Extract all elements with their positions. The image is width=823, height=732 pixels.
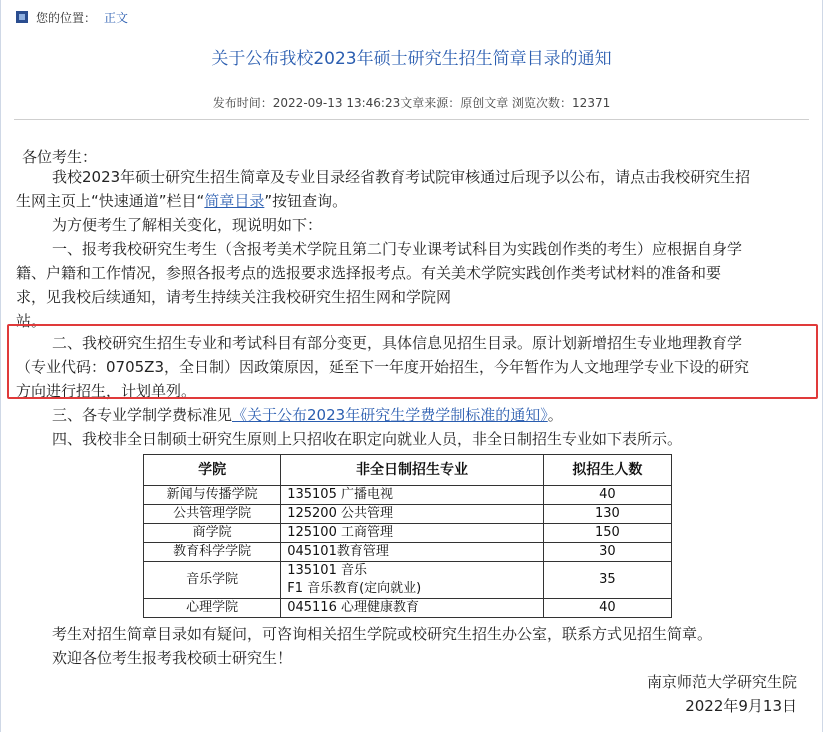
date: 2022年9月13日 [685,697,797,715]
table-cell-college: 新闻与传播学院 [144,486,281,505]
paragraph-3-line-1: 一、报考我校研究生考生（含报考美术学院且第二门专业课考试科目为实践创作类的考生）应根据自身学 [52,240,743,258]
table-cell-count: 30 [543,543,671,562]
divider [14,119,809,120]
table-cell-major: 135105 广播电视 [281,486,544,505]
location-icon [16,11,28,23]
paragraph-1-text-b: ”按钮查询。 [264,192,348,210]
table-cell-major: 125200 公共管理 [281,505,544,524]
breadcrumb [16,9,128,25]
table-header-college: 学院 [144,455,281,486]
table-row [144,505,672,524]
brochure-catalog-link[interactable]: 简章目录 [204,192,265,210]
table-cell-count: 130 [543,505,671,524]
table-header-major: 非全日制招生专业 [281,455,544,486]
table-cell-count: 40 [543,599,671,618]
paragraph-5 [52,403,563,427]
table-cell-count: 40 [543,486,671,505]
table-cell-major: 045101教育管理 [281,543,544,562]
paragraph-5-text-b: 。 [547,406,563,424]
paragraph-8: 欢迎各位考生报考我校硕士研究生！ [52,649,293,667]
paragraph-3-line-4: 站。 [16,312,47,330]
paragraph-7: 考生对招生简章目录如有疑问，可咨询相关招生学院或校研究生招生办公室，联系方式见招生简章。 [52,625,713,643]
table-cell-college: 公共管理学院 [144,505,281,524]
table-row [144,543,672,562]
part-time-majors-table [143,454,672,618]
table-cell-count: 35 [543,562,671,599]
greeting: 各位考生： [22,148,98,166]
paragraph-6: 四、我校非全日制硕士研究生原则上只招收在职定向就业人员，非全日制招生专业如下表所示。 [52,430,683,448]
highlight-box [7,324,818,399]
table-cell-major [281,562,544,599]
breadcrumb-prefix: 您的位置： [36,10,97,25]
paragraph-1-text-a: 生网主页上“快速通道”栏目“ [16,192,205,210]
table-header-row [144,455,672,486]
paragraph-1-line-1: 我校2023年硕士研究生招生简章及专业目录经省教育考试院审核通过后现予以公布，请点击我校研究生招 [52,168,751,186]
table-row [144,524,672,543]
table-cell-college: 教育科学学院 [144,543,281,562]
table-cell-college: 心理学院 [144,599,281,618]
table-cell-count: 150 [543,524,671,543]
table-cell-major: 045116 心理健康教育 [281,599,544,618]
paragraph-5-text-a: 三、各专业学制学费标准见 [52,406,233,424]
paragraph-4-line-2: （专业代码：0705Z3，全日制）因政策原因，延至下一年度开始招生，今年暂作为人文地理学专业下设的研究 [16,358,749,376]
table-cell-major-line-2: F1 音乐教育(定向就业) [287,581,422,596]
paragraph-1-line-2 [16,189,347,213]
table-row [144,562,672,599]
paragraph-3-line-3: 求，见我校后续通知，请考生持续关注我校研究生招生网和学院网 [16,288,452,306]
table-header-count: 拟招生人数 [543,455,671,486]
table-row [144,486,672,505]
article-meta: 发布时间：2022-09-13 13:46:23文章来源：原创文章 浏览次数：12371 [212,96,611,110]
article-title: 关于公布我校2023年硕士研究生招生简章目录的通知 [211,49,612,69]
table-cell-major-line-1: 135101 音乐 [287,563,367,578]
table-cell-major: 125100 工商管理 [281,524,544,543]
signature: 南京师范大学研究生院 [646,673,797,691]
paragraph-4-line-3: 方向进行招生，计划单列。 [16,382,197,400]
table-row [144,599,672,618]
breadcrumb-current-link[interactable]: 正文 [104,10,129,25]
table-cell-college: 音乐学院 [144,562,281,599]
paragraph-2: 为方便考生了解相关变化，现说明如下： [52,216,323,234]
paragraph-4-line-1: 二、我校研究生招生专业和考试科目有部分变更，具体信息见招生目录。原计划新增招生专业地理教育学 [52,334,743,352]
tuition-notice-link[interactable]: 《关于公布2023年研究生学费学制标准的通知》 [232,406,548,424]
table-cell-college: 商学院 [144,524,281,543]
paragraph-3-line-2: 籍、户籍和工作情况，参照各报考点的选报要求选择报考点。有关美术学院实践创作类考试材料的准备和要 [16,264,722,282]
